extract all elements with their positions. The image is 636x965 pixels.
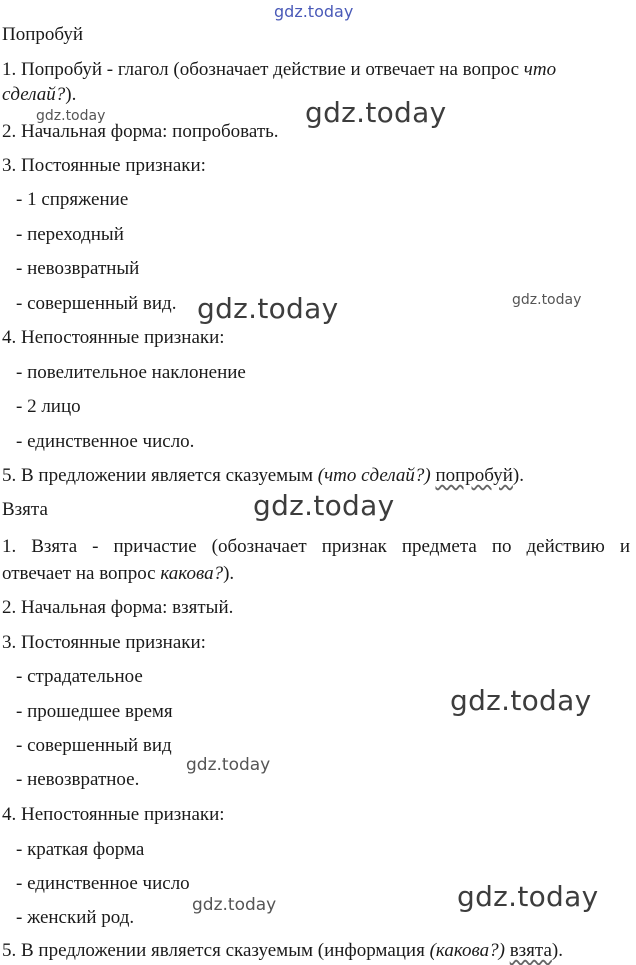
list-item: - совершенный вид [16, 735, 172, 756]
item-5-text: 5. В предложении является сказуемым (информация [2, 940, 430, 961]
item-1-continuation [2, 563, 234, 585]
question-text: сделай? [2, 84, 66, 105]
item-2: 2. Начальная форма: попробовать. [2, 121, 279, 142]
question-text: какова? [160, 563, 224, 584]
item-3: 3. Постоянные признаки: [2, 155, 206, 176]
predicate-word: взята [509, 940, 552, 961]
watermark: gdz.today [512, 292, 582, 308]
section-title: Попробуй [2, 24, 84, 45]
item-1: 1. Взята - причастие (обозначает признак предмета по действию и [2, 536, 630, 557]
list-item: - 1 спряжение [16, 189, 129, 210]
item-5 [2, 940, 563, 962]
list-item: - совершенный вид. [16, 293, 177, 314]
list-item: - прошедшее время [16, 701, 173, 722]
list-item: - невозвратный [16, 258, 140, 279]
item-1-continuation [2, 84, 76, 106]
watermark: gdz.today [186, 755, 271, 775]
watermark: gdz.today [450, 684, 592, 717]
item-1-text: 1. Попробуй - глагол (обозначает действие и отвечает на вопрос [2, 59, 524, 80]
watermark-top: gdz.today [274, 2, 354, 21]
item-1 [2, 59, 556, 81]
question-text: (какова?) [429, 940, 505, 961]
watermark: gdz.today [192, 895, 277, 915]
section-title: Взята [2, 499, 48, 520]
item-5-end: ). [512, 465, 524, 486]
list-item: - единственное число [16, 873, 190, 894]
item-5-end: ). [551, 940, 563, 961]
list-item: - повелительное наклонение [16, 362, 246, 383]
list-item: - единственное число. [16, 431, 195, 452]
watermark: gdz.today [197, 292, 339, 325]
watermark: gdz.today [305, 96, 447, 129]
question-text: что [523, 59, 557, 80]
list-item: - страдательное [16, 666, 143, 687]
item-4: 4. Непостоянные признаки: [2, 804, 225, 825]
question-text: (что сделай?) [317, 465, 431, 486]
item-3: 3. Постоянные признаки: [2, 632, 206, 653]
item-1-text: отвечает на вопрос [2, 563, 161, 584]
item-2: 2. Начальная форма: взятый. [2, 597, 234, 618]
watermark: gdz.today [253, 489, 395, 522]
list-item: - переходный [16, 224, 124, 245]
item-1-end: ). [65, 84, 77, 105]
list-item: - женский род. [16, 907, 135, 928]
list-item: - невозвратное. [16, 769, 140, 790]
predicate-word: попробуй [435, 465, 513, 486]
item-4: 4. Непостоянные признаки: [2, 327, 225, 348]
item-5 [2, 465, 524, 487]
watermark: gdz.today [36, 108, 106, 124]
list-item: - 2 лицо [16, 396, 81, 417]
item-1-end: ). [223, 563, 235, 584]
watermark: gdz.today [457, 880, 599, 913]
list-item: - краткая форма [16, 839, 145, 860]
item-5-text: 5. В предложении является сказуемым [2, 465, 318, 486]
